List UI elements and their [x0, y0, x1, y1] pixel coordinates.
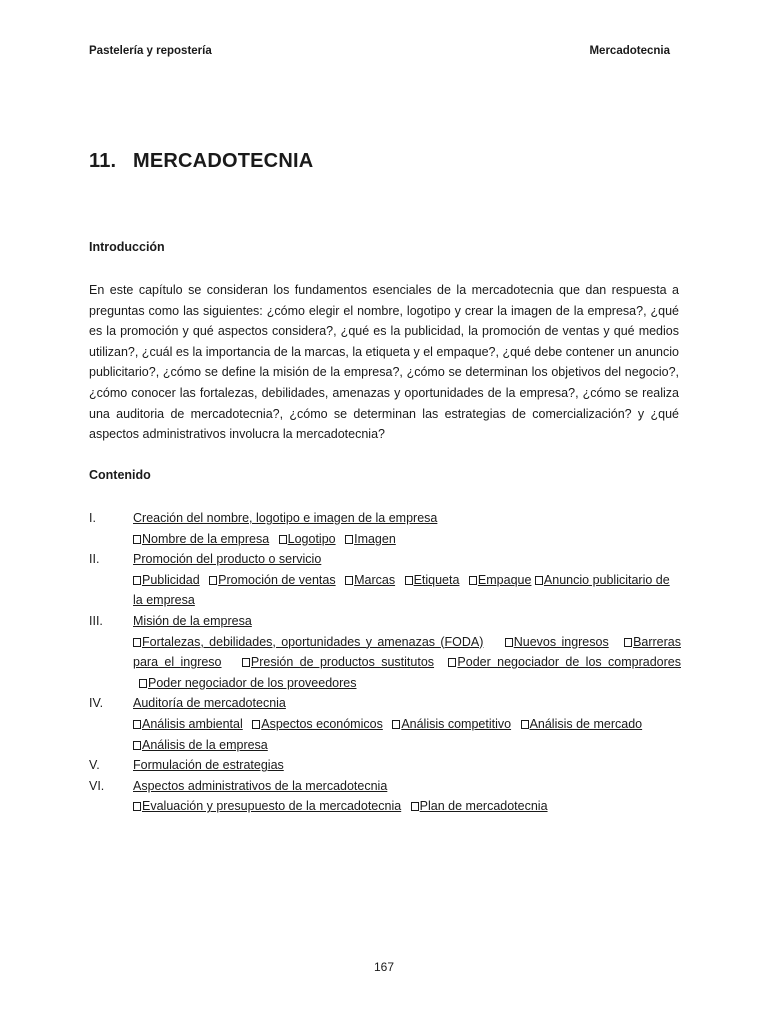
toc-sublink[interactable]: Promoción de ventas	[218, 572, 336, 587]
toc-item-number: II.	[89, 552, 100, 567]
bullet-box-icon	[505, 638, 513, 647]
toc-sublink[interactable]: Plan de mercadotecnia	[419, 799, 548, 814]
toc-link-creacion[interactable]: Creación del nombre, logotipo e imagen de la empresa	[133, 511, 438, 525]
chapter-title	[89, 150, 313, 173]
toc-sublink[interactable]: Poder negociador de los compradores	[457, 655, 681, 670]
bullet-box-icon	[209, 576, 217, 585]
toc-sublink[interactable]: Nuevos ingresos	[513, 634, 609, 649]
toc-sublink[interactable]: Aspectos económicos	[261, 716, 383, 731]
toc-sublink[interactable]: Análisis de la empresa	[142, 737, 268, 752]
toc-sublink[interactable]: Fortalezas, debilidades, oportunidades y amenazas (FODA)	[142, 634, 484, 649]
toc-sublink[interactable]: Evaluación y presupuesto de la mercadotecnia	[142, 799, 402, 814]
bullet-box-icon	[139, 679, 147, 688]
toc-sublink[interactable]: Marcas	[354, 572, 396, 587]
toc-sublink[interactable]: Análisis de mercado	[529, 716, 643, 731]
toc-sublink[interactable]: Presión de productos sustitutos	[250, 655, 435, 670]
table-of-contents	[89, 508, 681, 817]
chapter-title-text: MERCADOTECNIA	[133, 150, 314, 172]
bullet-box-icon	[405, 576, 413, 585]
toc-link-formulacion[interactable]: Formulación de estrategias	[133, 758, 284, 773]
toc-sublink[interactable]: Logotipo	[287, 531, 336, 546]
intro-heading: Introducción	[89, 240, 165, 254]
toc-link-promocion[interactable]: Promoción del producto o servicio	[133, 552, 322, 567]
toc-item	[89, 776, 681, 817]
toc-item	[89, 549, 681, 611]
toc-item-number: III.	[89, 613, 103, 628]
toc-sublink[interactable]: Análisis competitivo	[401, 716, 512, 731]
bullet-box-icon	[535, 576, 543, 585]
toc-sublink[interactable]: Análisis ambiental	[142, 716, 243, 731]
bullet-box-icon	[242, 658, 250, 667]
bullet-box-icon	[469, 576, 477, 585]
toc-sublink[interactable]: Poder negociador de los proveedores	[148, 675, 357, 690]
content-heading: Contenido	[89, 468, 151, 482]
toc-item-number: IV.	[89, 696, 104, 711]
toc-link-mision[interactable]: Misión de la empresa	[133, 613, 252, 628]
intro-paragraph: En este capítulo se consideran los fundamentos esenciales de la mercadotecnia que dan respuesta a preguntas como las siguientes: ¿cómo elegir el nombre, logotipo y crear la imagen de la empresa?, ¿qué es la promoción y qué aspectos considera?, ¿qué es la publicidad, la promoción de ventas y qué medios utilizan?, ¿cuál es la importancia de la marcas, la etiqueta y el empaque?, ¿qué debe contener un anuncio publicitario?, ¿cómo se define la misión de la empresa?, ¿cómo se determinan los objetivos del negocio?, ¿cómo conocer las fortalezas, debilidades, amenazas y oportunidades de la empresa?, ¿cómo se realiza una auditoria de mercadotecnia?, ¿cómo se determinan las estrategias de comercialización? y ¿qué aspectos administrativos involucra la mercadotecnia?	[89, 283, 679, 442]
bullet-box-icon	[345, 576, 353, 585]
toc-link-auditoria[interactable]: Auditoría de mercadotecnia	[133, 696, 286, 711]
header-right: Mercadotecnia	[589, 45, 670, 57]
toc-item	[89, 611, 681, 693]
toc-item-number: VI.	[89, 778, 105, 793]
bullet-box-icon	[133, 720, 141, 729]
toc-sublink[interactable]: Imagen	[354, 531, 396, 546]
bullet-box-icon	[133, 638, 141, 647]
bullet-box-icon	[411, 802, 419, 811]
bullet-box-icon	[133, 535, 141, 544]
bullet-box-icon	[133, 741, 141, 750]
page-header	[89, 45, 670, 57]
bullet-box-icon	[133, 576, 141, 585]
bullet-box-icon	[448, 658, 456, 667]
toc-item-number: I.	[89, 511, 96, 525]
bullet-box-icon	[252, 720, 260, 729]
toc-item	[89, 508, 681, 549]
toc-item	[89, 693, 681, 755]
bullet-box-icon	[624, 638, 632, 647]
chapter-number: 11.	[89, 150, 117, 172]
toc-sublink[interactable]: Etiqueta	[413, 572, 460, 587]
toc-sublink[interactable]: Empaque	[477, 572, 532, 587]
bullet-box-icon	[521, 720, 529, 729]
bullet-box-icon	[345, 535, 353, 544]
header-left: Pastelería y repostería	[89, 45, 212, 57]
toc-sublink[interactable]: Publicidad	[142, 572, 200, 587]
toc-item-number: V.	[89, 758, 100, 773]
toc-sublink[interactable]: Barreras para el ingreso	[133, 634, 681, 670]
toc-item	[89, 755, 681, 776]
bullet-box-icon	[133, 802, 141, 811]
bullet-box-icon	[392, 720, 400, 729]
toc-sublink[interactable]: Nombre de la empresa	[142, 531, 270, 546]
toc-link-aspectos-administrativos[interactable]: Aspectos administrativos de la mercadotecnia	[133, 778, 388, 793]
bullet-box-icon	[279, 535, 287, 544]
page-number: 167	[373, 960, 395, 974]
toc-sublink[interactable]: Anuncio publicitario de la empresa	[133, 572, 670, 608]
